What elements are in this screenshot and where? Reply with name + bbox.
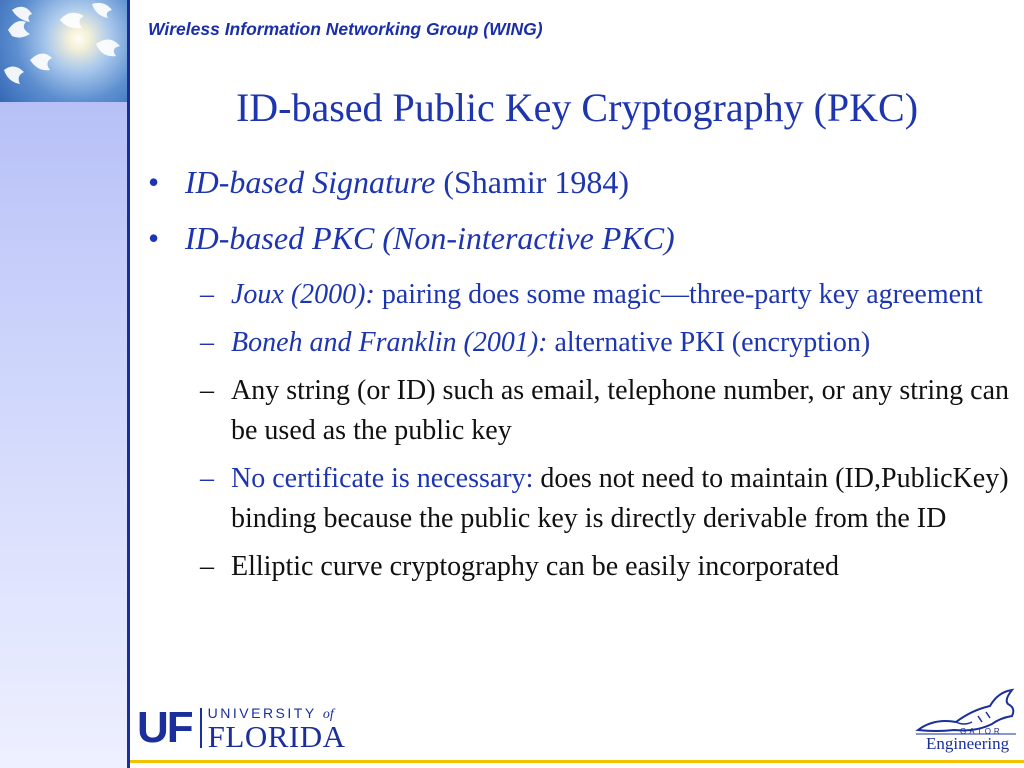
subbullet-item: [148, 459, 1018, 539]
uf-monogram: UF: [137, 702, 192, 752]
bullet-item: [148, 163, 1018, 201]
subbullet-text: Elliptic curve cryptography can be easily incorporated: [231, 551, 839, 582]
uf-wordmark: [207, 704, 346, 754]
subbullet-item: [148, 275, 1018, 315]
footer-line: [130, 760, 1024, 763]
gator-small-text: GATOR: [960, 727, 1003, 736]
engineering-wordmark: Engineering: [926, 734, 1010, 753]
subbullet-marker: –: [200, 279, 214, 310]
uf-of-text: of: [322, 706, 334, 722]
slide-title: ID-based Public Key Cryptography (PKC): [235, 85, 919, 130]
subbullet-lead: No certificate is necessary:: [231, 463, 534, 494]
subbullet-text: does not need to maintain (ID,PublicKey) binding because the public key is directly derivable from the ID: [231, 463, 1009, 534]
subbullet-marker: –: [200, 551, 214, 582]
bullet-text: (Shamir 1984): [435, 164, 630, 200]
subbullet-item: [148, 547, 1018, 587]
bullet-marker: •: [148, 220, 160, 256]
slide-content: [148, 163, 1018, 595]
subbullet-item: [148, 323, 1018, 363]
subbullet-lead: Joux (2000):: [231, 279, 375, 310]
subbullet-item: [148, 371, 1018, 451]
uf-florida-text: FLORIDA: [207, 718, 346, 754]
uf-logo-separator: [200, 708, 202, 748]
subbullet-marker: –: [200, 463, 214, 494]
subbullet-lead: Boneh and Franklin (2001):: [231, 327, 548, 358]
bullet-italic-text: ID-based PKC (Non-interactive PKC): [185, 220, 675, 256]
group-header: Wireless Information Networking Group (WING): [148, 19, 543, 39]
bullet-item: [148, 219, 1018, 257]
bullet-italic-text: ID-based Signature: [185, 164, 436, 200]
subbullet-marker: –: [200, 375, 214, 406]
subbullet-marker: –: [200, 327, 214, 358]
subbullet-text: alternative PKI (encryption): [547, 327, 871, 358]
subbullet-text: pairing does some magic—three-party key agreement: [374, 279, 983, 310]
uf-logo: [137, 702, 346, 754]
bullet-marker: •: [148, 164, 160, 200]
uf-university-text: UNIVERSITY: [207, 704, 317, 721]
subbullet-text: Any string (or ID) such as email, telephone number, or any string can be used as the public key: [231, 375, 1009, 446]
